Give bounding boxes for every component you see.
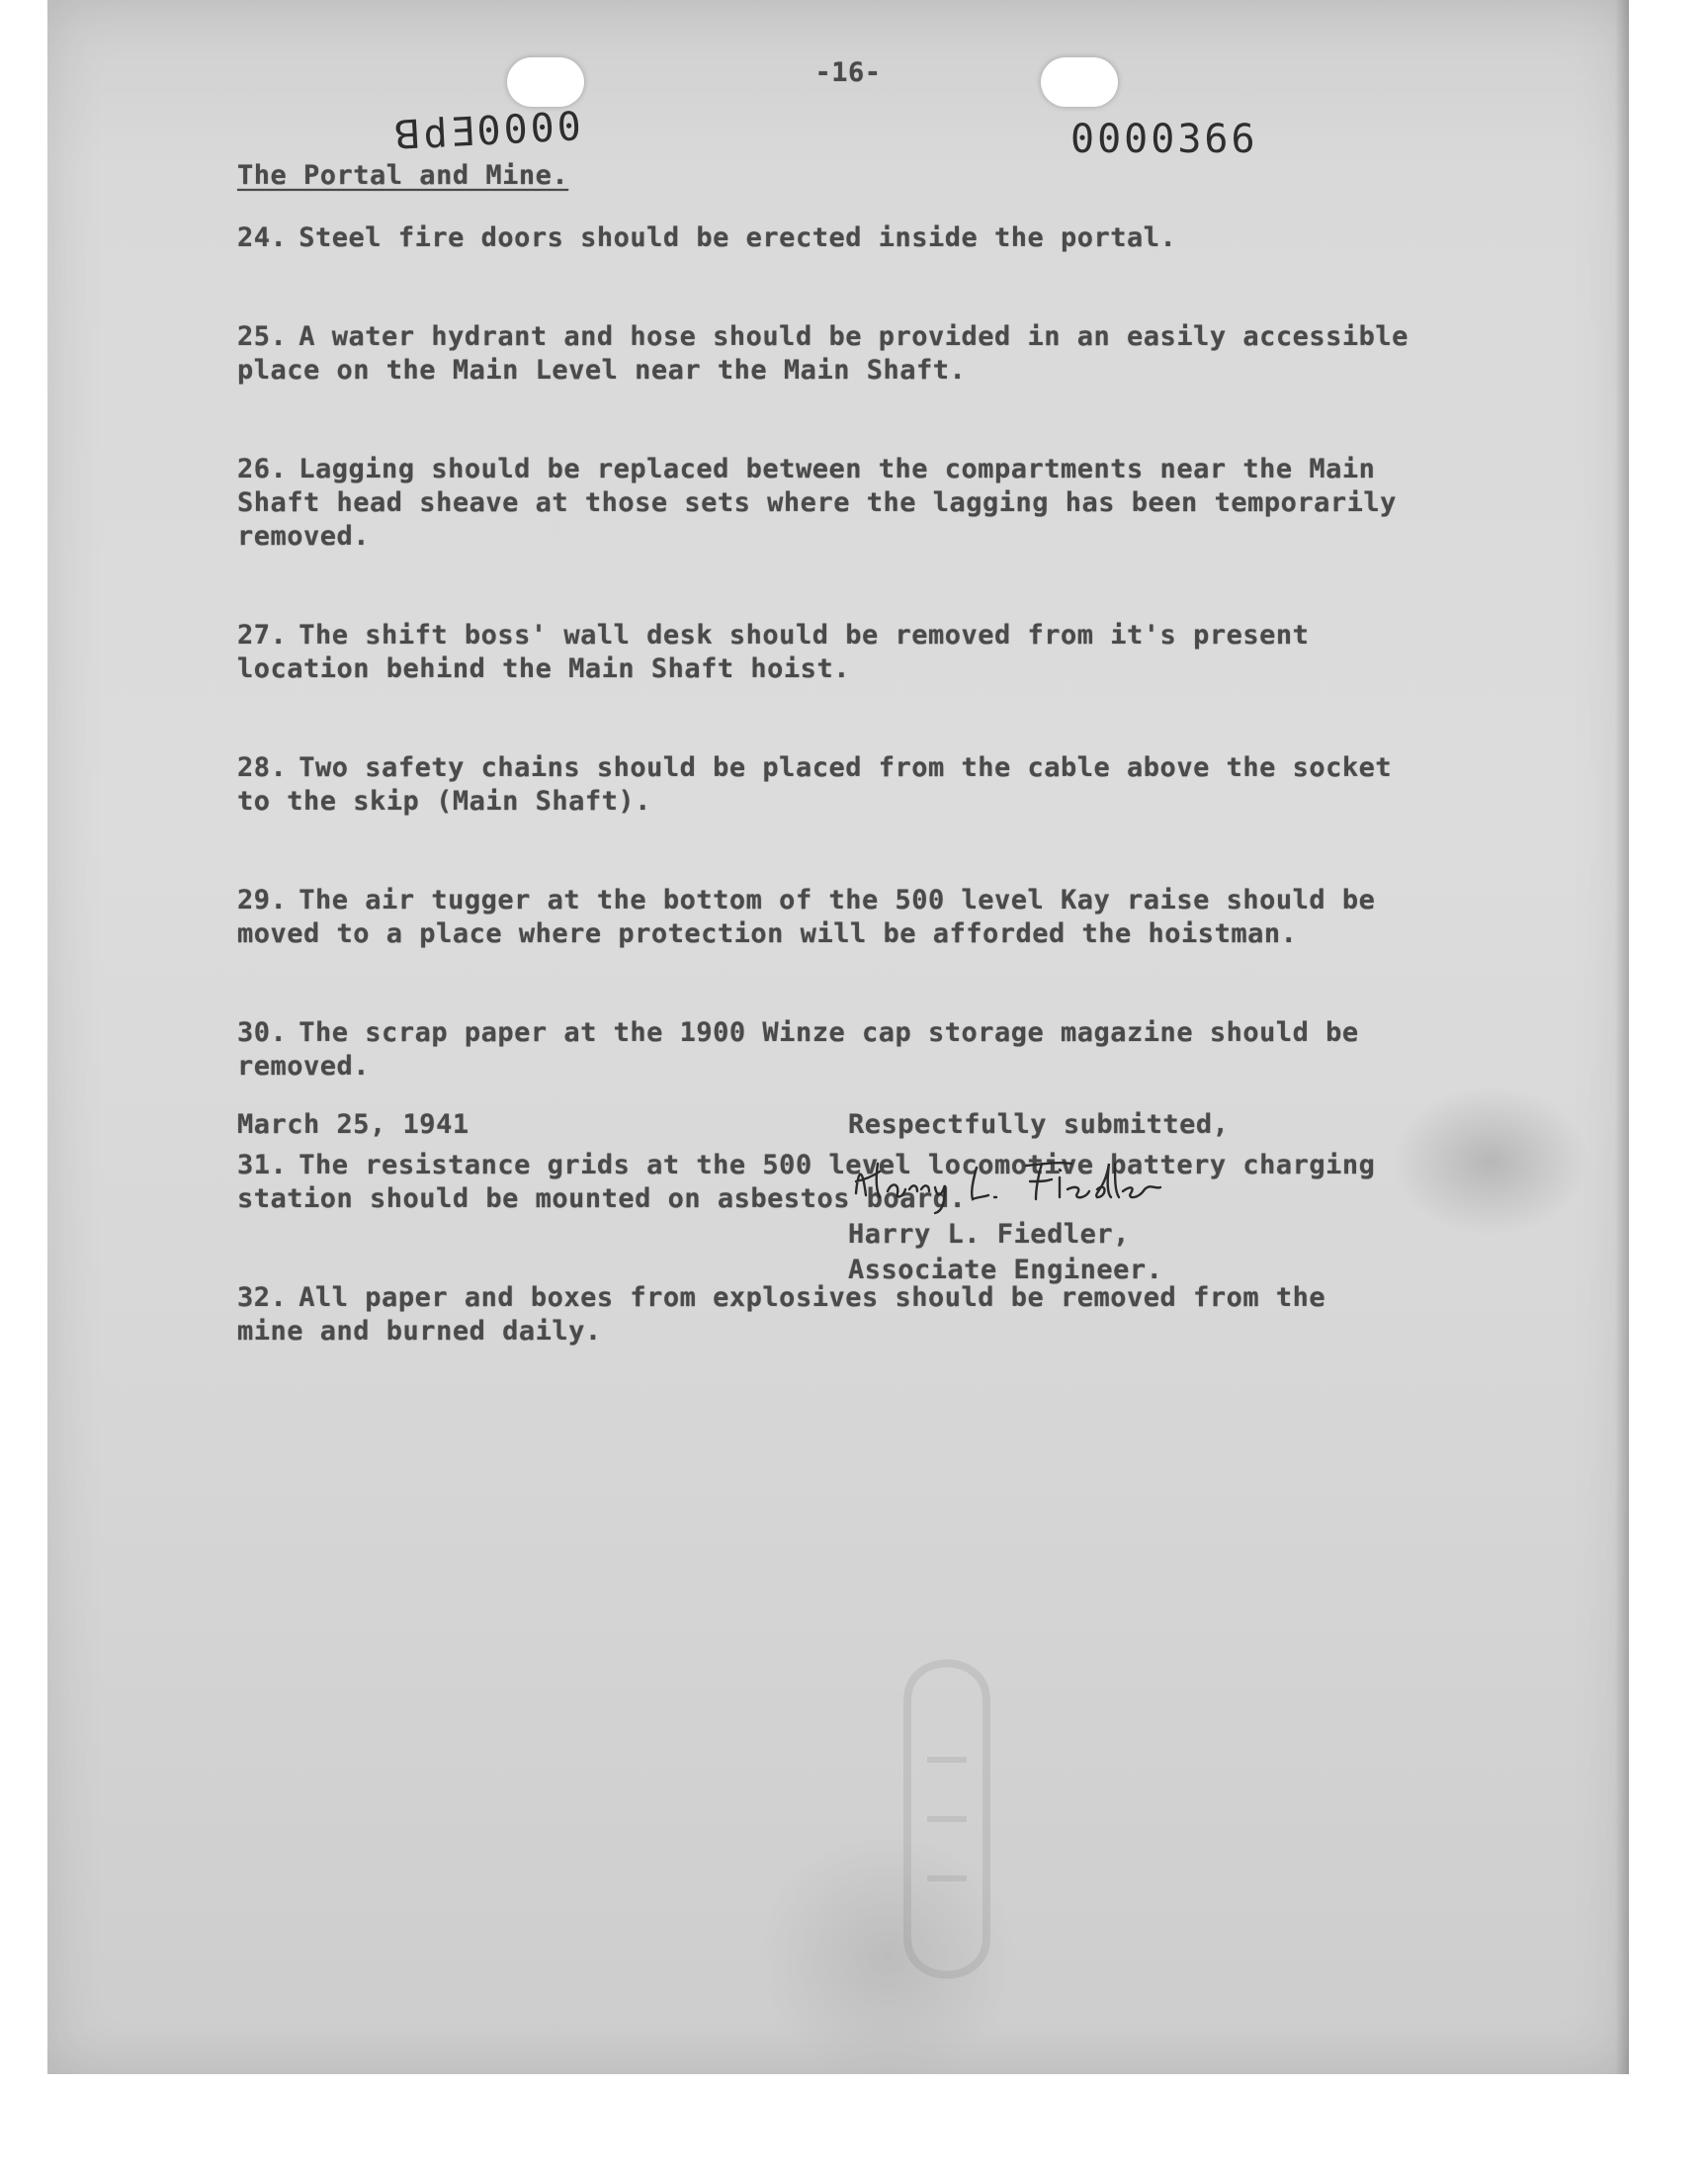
section-heading: The Portal and Mine. [237, 160, 569, 191]
item-text: The scrap paper at the 1900 Winze cap storage magazine should be removed. [237, 1017, 1359, 1082]
closing-line: Respectfully submitted, [848, 1109, 1230, 1140]
document-stamp-right: 0000366 [1070, 117, 1258, 162]
item-number: 31. [237, 1150, 288, 1180]
item-text: All paper and boxes from explosives should be removed from the mine and burned daily. [237, 1282, 1326, 1347]
item-number: 29. [237, 885, 288, 915]
item-text: The shift boss' wall desk should be removed from it's present location behind the Main Shaft hoist. [237, 620, 1310, 684]
item-number: 32. [237, 1282, 288, 1313]
recommendation-item [237, 453, 1483, 554]
recommendation-item [237, 1281, 1483, 1348]
item-text: Lagging should be replaced between the compartments near the Main Shaft head sheave at those sets where the lagging has been temporarily removed. [237, 454, 1397, 552]
item-number: 25. [237, 321, 288, 352]
report-date: March 25, 1941 [237, 1109, 470, 1140]
document-page [47, 0, 1629, 2074]
signer-title: Associate Engineer. [848, 1255, 1163, 1285]
item-text: The resistance grids at the 500 level locomotive battery charging station should be mounted on asbestos board. [237, 1150, 1376, 1214]
item-number: 28. [237, 752, 288, 783]
item-number: 26. [237, 454, 288, 484]
item-text: Two safety chains should be placed from the cable above the socket to the skip (Main Shaft). [237, 752, 1393, 817]
item-text: A water hydrant and hose should be provided in an easily accessible place on the Main Level near the Main Shaft. [237, 321, 1409, 386]
handwritten-signature [848, 1154, 1224, 1215]
paper-watermark [888, 1641, 1006, 1997]
recommendation-item [237, 221, 1483, 255]
item-number: 30. [237, 1017, 288, 1048]
page-edge-shadow [1615, 0, 1629, 2074]
signer-name: Harry L. Fiedler, [848, 1219, 1130, 1250]
recommendation-item [237, 751, 1483, 819]
punch-hole-right [1041, 57, 1118, 107]
recommendation-item [237, 1016, 1483, 1084]
item-text: Steel fire doors should be erected inside the portal. [299, 222, 1177, 253]
signature-block [848, 1109, 1362, 1288]
document-stamp-left: ꓭdƎ0000 [391, 103, 586, 160]
punch-hole-left [507, 57, 584, 107]
page-number: -16- [814, 57, 882, 88]
recommendation-item [237, 619, 1483, 686]
recommendation-item [237, 884, 1483, 951]
item-text: The air tugger at the bottom of the 500 level Kay raise should be moved to a place where protection will be afforded the hoistman. [237, 885, 1376, 949]
item-number: 27. [237, 620, 288, 651]
recommendation-item [237, 320, 1483, 388]
item-number: 24. [237, 222, 288, 253]
